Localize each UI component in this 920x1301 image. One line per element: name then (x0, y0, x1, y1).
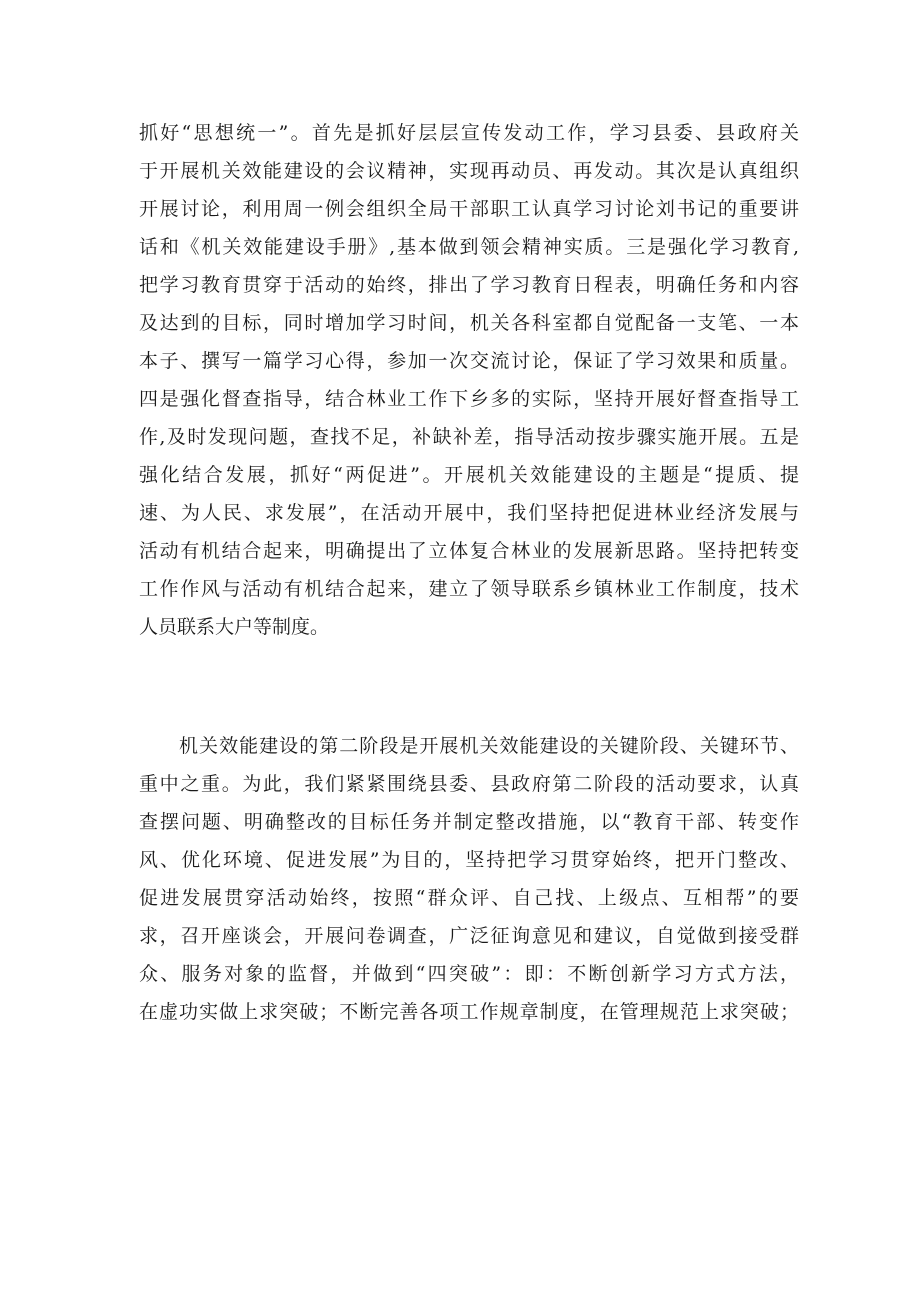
text-line: 促进发展贯穿活动始终，按照“群众评、自己找、上级点、互相帮”的要 (139, 887, 799, 909)
text-line: 查摆问题、明确整改的目标任务并制定整改措施，以“教育干部、转变作 (139, 811, 799, 833)
text-line: 作,及时发现问题，查找不足，补缺补差，指导活动按步骤实施开展。五是 (139, 426, 799, 448)
text-line: 在虚功实做上求突破；不断完善各项工作规章制度，在管理规范上求突破； (139, 1001, 799, 1023)
text-line: 机关效能建设的第二阶段是开展机关效能建设的关键阶段、关键环节、 (179, 735, 799, 757)
text-line: 于开展机关效能建设的会议精神，实现再动员、再发动。其次是认真组织 (139, 160, 799, 182)
text-line: 风、优化环境、促进发展”为目的，坚持把学习贯穿始终，把开门整改、 (139, 849, 799, 871)
text-line: 速、为人民、求发展”，在活动开展中，我们坚持把促进林业经济发展与 (139, 502, 799, 524)
text-line: 话和《机关效能建设手册》,基本做到领会精神实质。三是强化学习教育, (139, 236, 799, 258)
text-line: 求，召开座谈会，开展问卷调查，广泛征询意见和建议，自觉做到接受群 (139, 925, 799, 947)
text-line: 人员联系大户等制度。 (139, 616, 330, 638)
text-line: 把学习教育贯穿于活动的始终，排出了学习教育日程表，明确任务和内容 (139, 274, 799, 296)
text-line: 及达到的目标，同时增加学习时间，机关各科室都自觉配备一支笔、一本 (139, 312, 799, 334)
text-line: 抓好“思想统一”。首先是抓好层层宣传发动工作，学习县委、县政府关 (139, 122, 799, 144)
text-line: 本子、撰写一篇学习心得，参加一次交流讨论，保证了学习效果和质量。 (139, 350, 799, 372)
text-line: 强化结合发展，抓好“两促进”。开展机关效能建设的主题是“提质、提 (139, 464, 799, 486)
text-line: 重中之重。为此，我们紧紧围绕县委、县政府第二阶段的活动要求，认真 (139, 773, 799, 795)
text-line: 众、服务对象的监督，并做到“四突破”：即：不断创新学习方式方法， (139, 963, 799, 985)
text-line: 活动有机结合起来，明确提出了立体复合林业的发展新思路。坚持把转变 (139, 540, 799, 562)
paragraph-2 (139, 727, 799, 1031)
text-line: 四是强化督查指导，结合林业工作下乡多的实际，坚持开展好督查指导工 (139, 388, 799, 410)
text-line: 开展讨论，利用周一例会组织全局干部职工认真学习讨论刘书记的重要讲 (139, 198, 799, 220)
text-line: 工作作风与活动有机结合起来，建立了领导联系乡镇林业工作制度，技术 (139, 578, 799, 600)
paragraph-1 (139, 114, 799, 646)
